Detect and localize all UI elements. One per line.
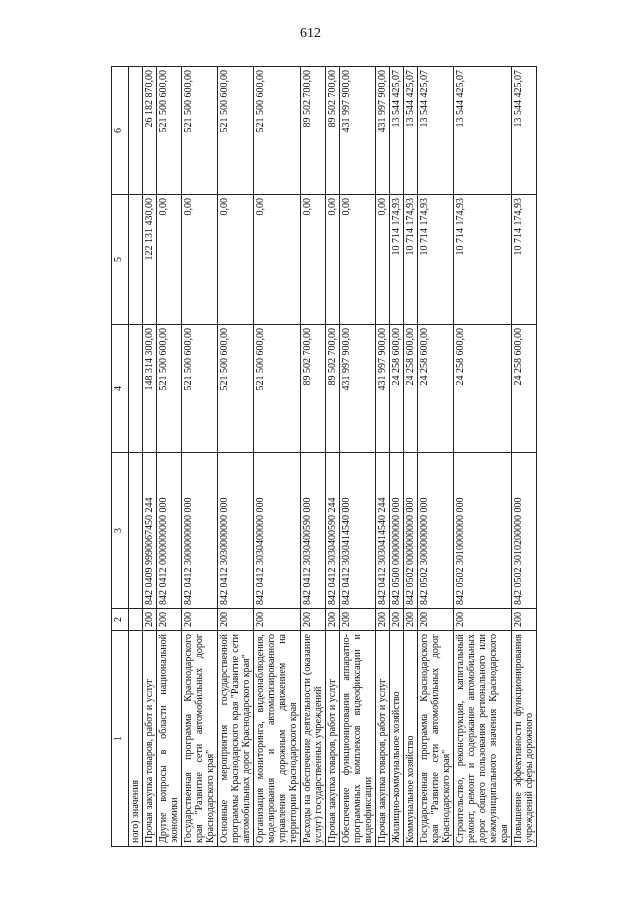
row-description: Государственная программа Краснодарского края "Развитие сети автомобильных дорог Краснодарского края" <box>418 631 454 847</box>
table-row <box>340 67 376 847</box>
table-row <box>254 67 301 847</box>
row-budget-code: 842 0502 0000000000 000 <box>404 453 418 609</box>
row-description: Основные мероприятия государственной программы Краснодарского края "Развитие сети автомобильных дорог Краснодарского края" <box>218 631 254 847</box>
page-number: 612 <box>300 26 321 41</box>
row-amount-remaining: 431 997 900,00 <box>340 67 376 195</box>
row-amount-executed: 0,00 <box>182 195 218 325</box>
table-row <box>512 67 537 847</box>
row-amount-executed: 10 714 174,93 <box>512 195 537 325</box>
row-budget-code <box>129 453 143 609</box>
row-amount-executed: 10 714 174,93 <box>454 195 512 325</box>
row-budget-code: 842 0412 3030000000 000 <box>218 453 254 609</box>
table-row <box>376 67 390 847</box>
table-row <box>143 67 157 847</box>
row-amount-remaining: 521 500 600,00 <box>182 67 218 195</box>
row-description: Прочая закупка товаров, работ и услуг <box>143 631 157 847</box>
row-description: Организация мониторинга, видеонаблюдения, моделирования и автоматизированного управления дорожным движением на территории Краснодарского края <box>254 631 301 847</box>
row-code-kvr: 200 <box>404 609 418 631</box>
table-header-row <box>112 67 129 847</box>
row-amount-executed: 10 714 174,93 <box>404 195 418 325</box>
row-budget-code: 842 0412 3030414540 244 <box>376 453 390 609</box>
row-amount-plan: 89 502 700,00 <box>301 325 326 453</box>
row-budget-code: 842 0502 3010200000 000 <box>512 453 537 609</box>
budget-table <box>111 66 537 847</box>
row-description: Строительство, реконструкция, капитальный ремонт, ремонт и содержание автомобильных дорог общего пользования регионального или межмуниципального значения Краснодарского края <box>454 631 512 847</box>
row-amount-executed: 0,00 <box>301 195 326 325</box>
row-description: Другие вопросы в области национальной экономики <box>157 631 182 847</box>
row-code-kvr: 200 <box>182 609 218 631</box>
table-row <box>129 67 143 847</box>
row-amount-remaining: 521 500 600,00 <box>254 67 301 195</box>
row-amount-executed: 0,00 <box>254 195 301 325</box>
header-col-3: 3 <box>112 453 129 609</box>
header-col-1: 1 <box>112 631 129 847</box>
header-col-6: 6 <box>112 67 129 195</box>
row-amount-executed: 10 714 174,93 <box>390 195 404 325</box>
row-amount-remaining: 521 500 600,00 <box>218 67 254 195</box>
row-description: Повышение эффективности функционирования учреждений сферы дорожного <box>512 631 537 847</box>
row-amount-executed: 0,00 <box>157 195 182 325</box>
row-amount-plan: 521 500 600,00 <box>254 325 301 453</box>
row-amount-remaining: 13 544 425,07 <box>390 67 404 195</box>
row-amount-remaining: 89 502 700,00 <box>301 67 326 195</box>
row-amount-plan: 521 500 600,00 <box>157 325 182 453</box>
table-row <box>390 67 404 847</box>
row-amount-plan: 24 258 600,00 <box>512 325 537 453</box>
row-amount-plan: 521 500 600,00 <box>182 325 218 453</box>
row-amount-remaining: 26 182 870,00 <box>143 67 157 195</box>
row-code-kvr: 200 <box>418 609 454 631</box>
row-budget-code: 842 0500 0000000000 000 <box>390 453 404 609</box>
row-budget-code: 842 0412 3030400590 000 <box>301 453 326 609</box>
row-budget-code: 842 0412 3030414540 000 <box>340 453 376 609</box>
row-amount-remaining <box>129 67 143 195</box>
row-code-kvr: 200 <box>254 609 301 631</box>
row-budget-code: 842 0412 3030400000 000 <box>254 453 301 609</box>
row-description: Обеспечение функционирования аппаратно-программных комплексов видеофиксации и видеофиксации <box>340 631 376 847</box>
row-amount-executed: 10 714 174,93 <box>418 195 454 325</box>
row-amount-executed: 0,00 <box>340 195 376 325</box>
row-amount-remaining: 13 544 425,07 <box>404 67 418 195</box>
row-code-kvr: 200 <box>376 609 390 631</box>
row-code-kvr: 200 <box>157 609 182 631</box>
row-code-kvr <box>129 609 143 631</box>
row-amount-executed: 0,00 <box>376 195 390 325</box>
row-description: Государственная программа Краснодарского края "Развитие сети автомобильных дорог Краснодарского края" <box>182 631 218 847</box>
row-code-kvr: 200 <box>218 609 254 631</box>
row-amount-remaining: 13 544 425,07 <box>454 67 512 195</box>
row-description: ного) значения <box>129 631 143 847</box>
row-description: Прочая закупка товаров, работ и услуг <box>376 631 390 847</box>
row-code-kvr: 200 <box>390 609 404 631</box>
row-description: Коммунальное хозяйство <box>404 631 418 847</box>
row-description: Прочая закупка товаров, работ и услуг <box>326 631 340 847</box>
row-amount-plan: 521 500 600,00 <box>218 325 254 453</box>
row-amount-plan: 24 258 600,00 <box>404 325 418 453</box>
row-budget-code: 842 0412 0000000000 000 <box>157 453 182 609</box>
table-row <box>218 67 254 847</box>
row-description: Жилищно-коммунальное хозяйство <box>390 631 404 847</box>
row-amount-remaining: 89 502 700,00 <box>326 67 340 195</box>
row-budget-code: 842 0502 3010000000 000 <box>454 453 512 609</box>
row-amount-executed: 0,00 <box>326 195 340 325</box>
row-code-kvr: 200 <box>143 609 157 631</box>
row-code-kvr: 200 <box>512 609 537 631</box>
table-row <box>404 67 418 847</box>
row-amount-remaining: 431 997 900,00 <box>376 67 390 195</box>
row-amount-plan: 148 314 300,00 <box>143 325 157 453</box>
table-row <box>182 67 218 847</box>
row-amount-plan: 24 258 600,00 <box>390 325 404 453</box>
table-row <box>157 67 182 847</box>
row-amount-remaining: 13 544 425,07 <box>418 67 454 195</box>
row-budget-code: 842 0412 3000000000 000 <box>182 453 218 609</box>
row-amount-executed: 122 131 430,00 <box>143 195 157 325</box>
table-row <box>454 67 512 847</box>
row-budget-code: 842 0502 3000000000 000 <box>418 453 454 609</box>
rotated-table-container <box>111 67 627 847</box>
row-amount-plan: 431 997 900,00 <box>376 325 390 453</box>
table-row <box>301 67 326 847</box>
row-amount-plan: 89 502 700,00 <box>326 325 340 453</box>
row-code-kvr: 200 <box>340 609 376 631</box>
row-code-kvr: 200 <box>301 609 326 631</box>
table-row <box>326 67 340 847</box>
row-amount-plan: 24 258 600,00 <box>454 325 512 453</box>
table-row <box>418 67 454 847</box>
row-amount-executed <box>129 195 143 325</box>
header-col-4: 4 <box>112 325 129 453</box>
row-code-kvr: 200 <box>326 609 340 631</box>
header-col-5: 5 <box>112 195 129 325</box>
table-body <box>129 67 537 847</box>
row-amount-remaining: 13 544 425,07 <box>512 67 537 195</box>
row-code-kvr: 200 <box>454 609 512 631</box>
row-amount-remaining: 521 500 600,00 <box>157 67 182 195</box>
row-budget-code: 842 0409 9990067450 244 <box>143 453 157 609</box>
header-col-2: 2 <box>112 609 129 631</box>
row-description: Расходы на обеспечение деятельности (оказание услуг) государственных учреждений <box>301 631 326 847</box>
row-budget-code: 842 0412 3030400590 244 <box>326 453 340 609</box>
row-amount-plan <box>129 325 143 453</box>
row-amount-executed: 0,00 <box>218 195 254 325</box>
row-amount-plan: 24 258 600,00 <box>418 325 454 453</box>
row-amount-plan: 431 997 900,00 <box>340 325 376 453</box>
